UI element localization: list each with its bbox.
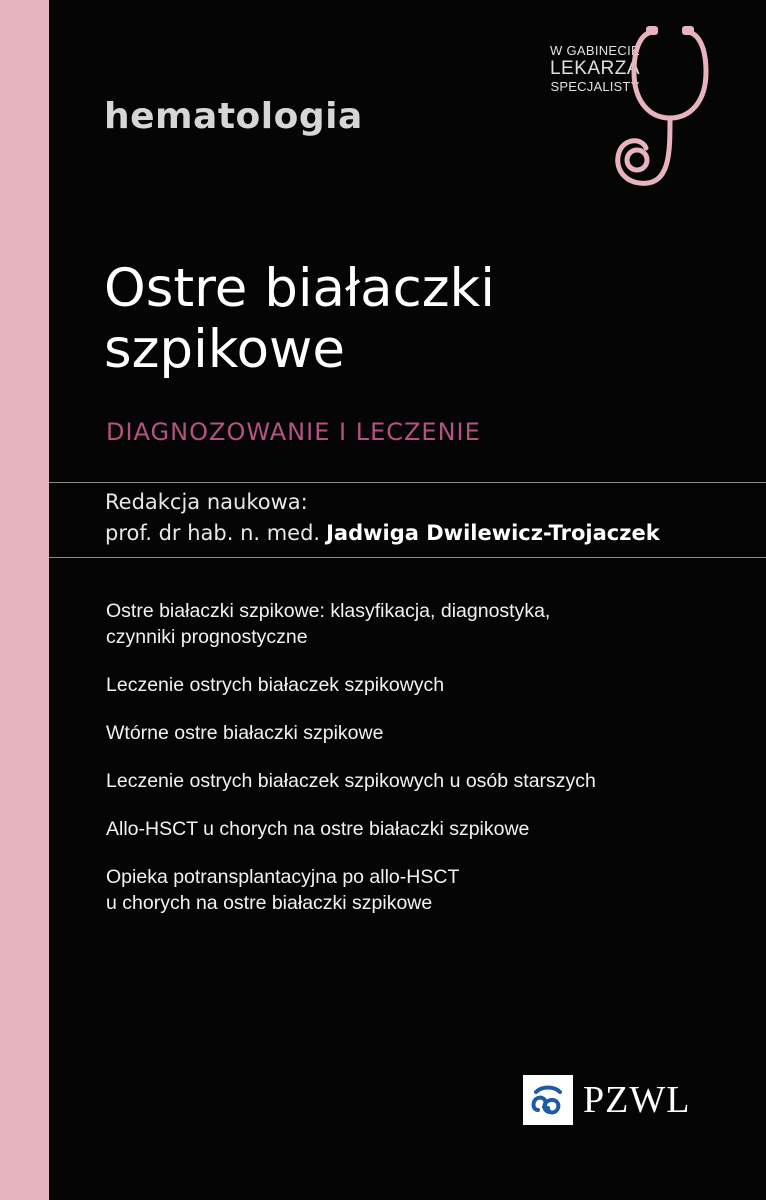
side-color-strip: [0, 0, 49, 1200]
contents-item: [106, 816, 726, 842]
contents-item: [106, 864, 726, 916]
divider-top: [49, 482, 766, 483]
book-title: [104, 258, 495, 380]
pzwl-logo-mark: [528, 1080, 568, 1120]
editor-prefix: prof. dr hab. n. med.: [105, 521, 321, 545]
contents-item-line: Wtórne ostre białaczki szpikowe: [106, 722, 384, 744]
contents-item-line: Leczenie ostrych białaczek szpikowych u osób starszych: [106, 770, 596, 792]
contents-item-line: Leczenie ostrych białaczek szpikowych: [106, 674, 445, 696]
contents-item: [106, 598, 726, 650]
badge-line-2: LEKARZA: [549, 57, 641, 79]
badge-line-1: W GABINECIE: [550, 43, 640, 58]
stethoscope-icon: [590, 20, 740, 195]
pzwl-logo-icon: [523, 1075, 573, 1125]
divider-bottom: [49, 557, 766, 558]
contents-list: [106, 598, 726, 938]
contents-item-line: czynniki prognostyczne: [106, 626, 308, 648]
contents-item: [106, 672, 726, 698]
editor-label: Redakcja naukowa:: [105, 490, 308, 514]
contents-item: [106, 768, 726, 794]
publisher-block: [523, 1075, 690, 1125]
contents-item-line: Ostre białaczki szpikowe: klasyfikacja, diagnostyka,: [106, 600, 551, 622]
contents-item-line: Opieka potransplantacyjna po allo-HSCT: [106, 866, 460, 888]
book-subtitle: DIAGNOZOWANIE I LECZENIE: [106, 418, 481, 446]
editor-name: Jadwiga Dwilewicz-Trojaczek: [326, 521, 660, 545]
contents-item: [106, 720, 726, 746]
badge-line-3: SPECJALISTY: [550, 78, 640, 94]
publisher-name: PZWL: [583, 1079, 691, 1121]
title-line-1: Ostre białaczki: [104, 258, 495, 319]
series-label: hematologia: [104, 96, 363, 137]
contents-item-line: Allo-HSCT u chorych na ostre białaczki szpikowe: [106, 818, 530, 840]
title-line-2: szpikowe: [104, 319, 345, 380]
editor-line: [105, 521, 660, 545]
contents-item-line: u chorych na ostre białaczki szpikowe: [106, 892, 433, 914]
